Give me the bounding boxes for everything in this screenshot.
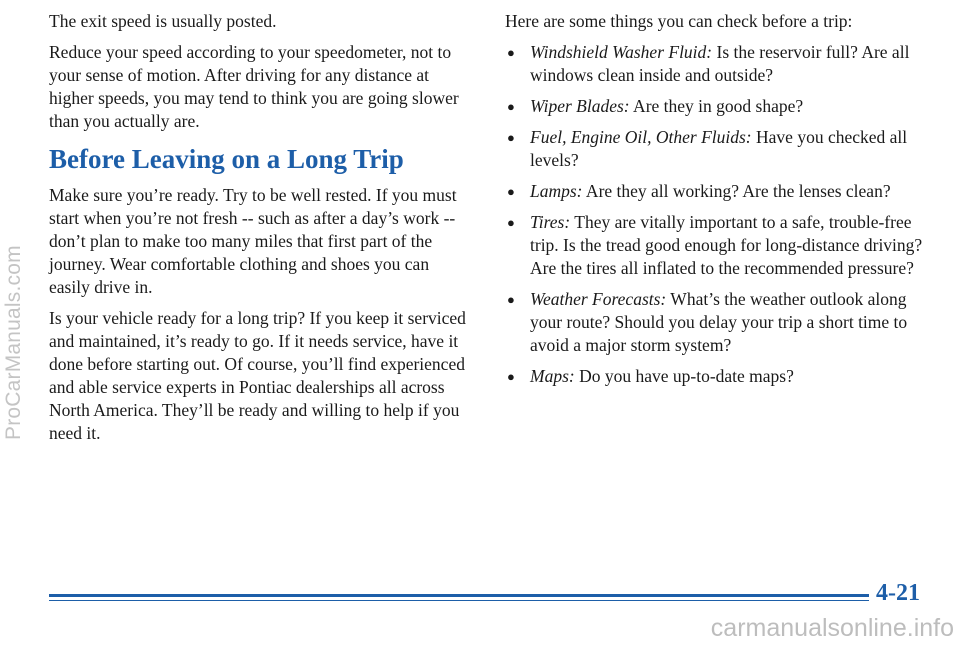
page-number: 4-21 bbox=[876, 580, 920, 606]
checklist-item bbox=[505, 126, 925, 172]
checklist-intro: Here are some things you can check before a trip: bbox=[505, 11, 853, 31]
checklist-item bbox=[505, 95, 925, 118]
bullet-icon: ● bbox=[507, 130, 515, 145]
checklist-text: Do you have up-to-date maps? bbox=[574, 366, 794, 386]
readiness-paragraph: Make sure you’re ready. Try to be well rested. If you must start when you’re not fresh -- such as after a day’s work -- don’t plan to make too many miles that first part of the journey. Wear comfortable clothing and shoes you can easily drive in. bbox=[49, 185, 457, 297]
checklist-topic: Maps: bbox=[530, 366, 575, 386]
left-column bbox=[49, 10, 473, 453]
vehicle-ready-paragraph: Is your vehicle ready for a long trip? If you keep it serviced and maintained, it’s ready to go. If it needs service, have it done before starting out. Of course, you’ll find experienced and able service experts in Pontiac dealerships all across North America. They’ll be ready and willing to help if you need it. bbox=[49, 308, 466, 443]
right-column bbox=[505, 10, 925, 396]
checklist-topic: Tires: bbox=[530, 212, 571, 232]
checklist-topic: Lamps: bbox=[530, 181, 583, 201]
bullet-icon: ● bbox=[507, 184, 515, 199]
section-heading: Before Leaving on a Long Trip bbox=[49, 144, 404, 174]
bullet-icon: ● bbox=[507, 45, 515, 60]
checklist-text: Are they all working? Are the lenses clean? bbox=[582, 181, 891, 201]
exit-speed-paragraph: The exit speed is usually posted. bbox=[49, 11, 277, 31]
checklist-text: Have you checked all levels? bbox=[530, 127, 908, 170]
bullet-icon: ● bbox=[507, 99, 515, 114]
checklist-item bbox=[505, 41, 925, 87]
checklist-text: Are they in good shape? bbox=[629, 96, 804, 116]
checklist-text: What’s the weather outlook along your route? Should you delay your trip a short time to avoid a major storm system? bbox=[530, 289, 908, 355]
reduce-speed-paragraph: Reduce your speed according to your speedometer, not to your sense of motion. After driving for any distance at higher speeds, you may tend to think you are going slower than you actually are. bbox=[49, 42, 459, 131]
checklist-item bbox=[505, 180, 925, 203]
checklist-item bbox=[505, 211, 925, 280]
bullet-icon: ● bbox=[507, 369, 515, 384]
bullet-icon: ● bbox=[507, 292, 515, 307]
bottom-watermark: carmanualsonline.info bbox=[710, 614, 954, 642]
checklist-topic: Wiper Blades: bbox=[530, 96, 630, 116]
checklist-text: Is the reservoir full? Are all windows clean inside and outside? bbox=[530, 42, 910, 85]
footer-rule bbox=[49, 594, 869, 597]
checklist-topic: Windshield Washer Fluid: bbox=[530, 42, 713, 62]
checklist-item bbox=[505, 288, 925, 357]
bullet-icon: ● bbox=[507, 215, 515, 230]
checklist-topic: Weather Forecasts: bbox=[530, 289, 667, 309]
checklist-item bbox=[505, 365, 925, 388]
checklist bbox=[505, 41, 925, 388]
footer-rule-thin bbox=[49, 600, 869, 601]
side-watermark: ProCarManuals.com bbox=[2, 245, 25, 440]
checklist-topic: Fuel, Engine Oil, Other Fluids: bbox=[530, 127, 752, 147]
checklist-text: They are vitally important to a safe, trouble-free trip. Is the tread good enough for long-distance driving? Are the tires all inflated to the recommended pressure? bbox=[530, 212, 923, 278]
